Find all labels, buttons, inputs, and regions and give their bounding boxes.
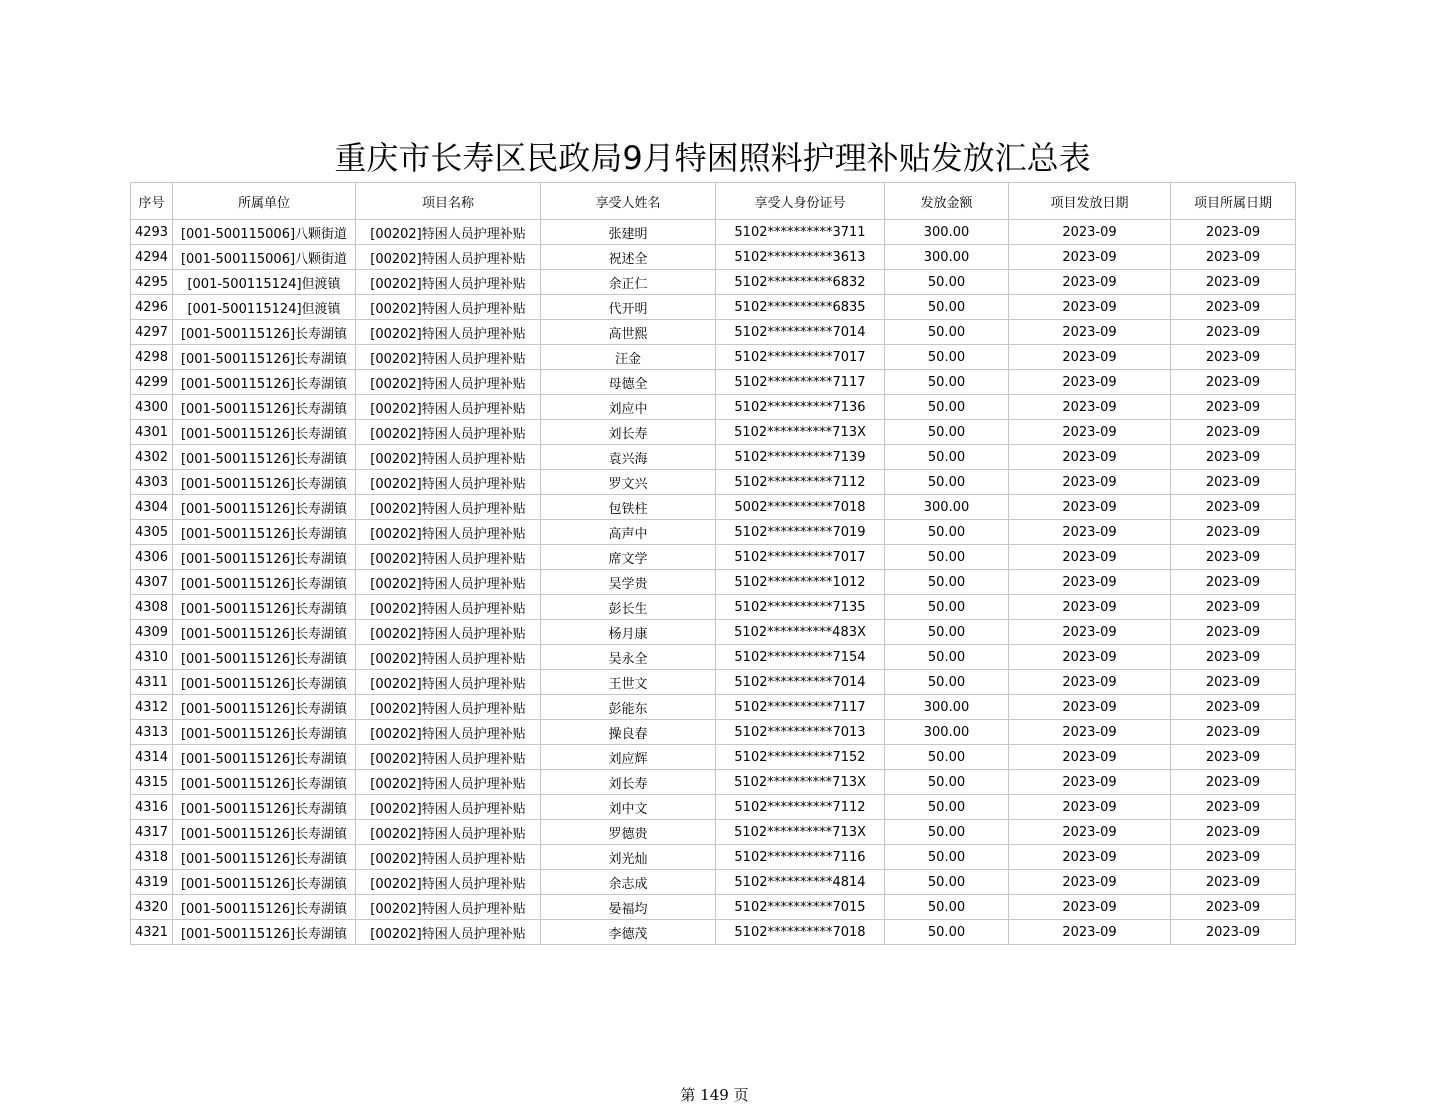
cell-id-number: 5102**********713X — [716, 770, 885, 795]
cell-issue-date: 2023-09 — [1009, 220, 1171, 245]
table-row — [131, 545, 1296, 570]
cell-unit: [001-500115126]长寿湖镇 — [173, 320, 356, 345]
cell-amount: 50.00 — [885, 845, 1009, 870]
cell-index: 4316 — [131, 795, 173, 820]
cell-unit: [001-500115126]长寿湖镇 — [173, 520, 356, 545]
cell-project: [00202]特困人员护理补贴 — [356, 495, 541, 520]
cell-project: [00202]特困人员护理补贴 — [356, 920, 541, 945]
cell-index: 4301 — [131, 420, 173, 445]
cell-unit: [001-500115126]长寿湖镇 — [173, 720, 356, 745]
cell-project: [00202]特困人员护理补贴 — [356, 320, 541, 345]
cell-period-date: 2023-09 — [1171, 920, 1296, 945]
cell-recipient-name: 操良春 — [541, 720, 716, 745]
cell-issue-date: 2023-09 — [1009, 895, 1171, 920]
cell-unit: [001-500115126]长寿湖镇 — [173, 820, 356, 845]
cell-unit: [001-500115126]长寿湖镇 — [173, 770, 356, 795]
cell-project: [00202]特困人员护理补贴 — [356, 470, 541, 495]
cell-project: [00202]特困人员护理补贴 — [356, 395, 541, 420]
cell-issue-date: 2023-09 — [1009, 470, 1171, 495]
cell-index: 4318 — [131, 845, 173, 870]
cell-id-number: 5102**********7013 — [716, 720, 885, 745]
cell-unit: [001-500115006]八颗街道 — [173, 220, 356, 245]
cell-project: [00202]特困人员护理补贴 — [356, 270, 541, 295]
cell-project: [00202]特困人员护理补贴 — [356, 645, 541, 670]
cell-recipient-name: 刘应中 — [541, 395, 716, 420]
cell-period-date: 2023-09 — [1171, 470, 1296, 495]
cell-amount: 50.00 — [885, 470, 1009, 495]
cell-index: 4293 — [131, 220, 173, 245]
cell-issue-date: 2023-09 — [1009, 695, 1171, 720]
cell-id-number: 5102**********4814 — [716, 870, 885, 895]
cell-recipient-name: 张建明 — [541, 220, 716, 245]
cell-index: 4317 — [131, 820, 173, 845]
subsidy-table — [130, 182, 1296, 945]
cell-issue-date: 2023-09 — [1009, 570, 1171, 595]
cell-recipient-name: 罗德贵 — [541, 820, 716, 845]
cell-recipient-name: 罗文兴 — [541, 470, 716, 495]
cell-unit: [001-500115126]长寿湖镇 — [173, 345, 356, 370]
cell-period-date: 2023-09 — [1171, 795, 1296, 820]
cell-period-date: 2023-09 — [1171, 620, 1296, 645]
cell-id-number: 5102**********713X — [716, 420, 885, 445]
cell-period-date: 2023-09 — [1171, 820, 1296, 845]
cell-amount: 50.00 — [885, 920, 1009, 945]
cell-project: [00202]特困人员护理补贴 — [356, 620, 541, 645]
cell-period-date: 2023-09 — [1171, 770, 1296, 795]
cell-unit: [001-500115126]长寿湖镇 — [173, 370, 356, 395]
cell-amount: 50.00 — [885, 795, 1009, 820]
cell-unit: [001-500115126]长寿湖镇 — [173, 745, 356, 770]
cell-recipient-name: 彭长生 — [541, 595, 716, 620]
table-body — [131, 220, 1296, 945]
cell-project: [00202]特困人员护理补贴 — [356, 770, 541, 795]
cell-unit: [001-500115126]长寿湖镇 — [173, 545, 356, 570]
cell-amount: 300.00 — [885, 220, 1009, 245]
cell-index: 4296 — [131, 295, 173, 320]
table-row — [131, 245, 1296, 270]
cell-issue-date: 2023-09 — [1009, 620, 1171, 645]
cell-unit: [001-500115126]长寿湖镇 — [173, 895, 356, 920]
cell-recipient-name: 刘光灿 — [541, 845, 716, 870]
cell-issue-date: 2023-09 — [1009, 420, 1171, 445]
cell-amount: 50.00 — [885, 420, 1009, 445]
cell-unit: [001-500115124]但渡镇 — [173, 295, 356, 320]
cell-issue-date: 2023-09 — [1009, 745, 1171, 770]
cell-project: [00202]特困人员护理补贴 — [356, 295, 541, 320]
cell-period-date: 2023-09 — [1171, 870, 1296, 895]
cell-issue-date: 2023-09 — [1009, 520, 1171, 545]
cell-id-number: 5102**********7139 — [716, 445, 885, 470]
cell-id-number: 5102**********7112 — [716, 470, 885, 495]
cell-project: [00202]特困人员护理补贴 — [356, 570, 541, 595]
cell-project: [00202]特困人员护理补贴 — [356, 595, 541, 620]
cell-recipient-name: 祝述全 — [541, 245, 716, 270]
cell-issue-date: 2023-09 — [1009, 545, 1171, 570]
cell-index: 4297 — [131, 320, 173, 345]
cell-period-date: 2023-09 — [1171, 345, 1296, 370]
cell-project: [00202]特困人员护理补贴 — [356, 220, 541, 245]
table-row — [131, 670, 1296, 695]
page-number: 第 149 页 — [680, 1086, 749, 1104]
cell-amount: 50.00 — [885, 620, 1009, 645]
table-row — [131, 320, 1296, 345]
table-row — [131, 520, 1296, 545]
cell-period-date: 2023-09 — [1171, 520, 1296, 545]
cell-unit: [001-500115126]长寿湖镇 — [173, 595, 356, 620]
cell-recipient-name: 余志成 — [541, 870, 716, 895]
table-row — [131, 770, 1296, 795]
column-header-project: 项目名称 — [356, 183, 541, 220]
table-row — [131, 870, 1296, 895]
cell-id-number: 5102**********3711 — [716, 220, 885, 245]
cell-amount: 50.00 — [885, 445, 1009, 470]
cell-index: 4295 — [131, 270, 173, 295]
column-header-id-number: 享受人身份证号 — [716, 183, 885, 220]
cell-project: [00202]特困人员护理补贴 — [356, 870, 541, 895]
cell-recipient-name: 刘应辉 — [541, 745, 716, 770]
table-row — [131, 445, 1296, 470]
cell-period-date: 2023-09 — [1171, 895, 1296, 920]
cell-recipient-name: 袁兴海 — [541, 445, 716, 470]
cell-unit: [001-500115006]八颗街道 — [173, 245, 356, 270]
table-row — [131, 745, 1296, 770]
table-row — [131, 270, 1296, 295]
cell-unit: [001-500115124]但渡镇 — [173, 270, 356, 295]
cell-issue-date: 2023-09 — [1009, 395, 1171, 420]
cell-recipient-name: 王世文 — [541, 670, 716, 695]
cell-recipient-name: 汪金 — [541, 345, 716, 370]
cell-period-date: 2023-09 — [1171, 695, 1296, 720]
column-header-recipient-name: 享受人姓名 — [541, 183, 716, 220]
cell-index: 4308 — [131, 595, 173, 620]
cell-amount: 50.00 — [885, 570, 1009, 595]
cell-unit: [001-500115126]长寿湖镇 — [173, 395, 356, 420]
cell-unit: [001-500115126]长寿湖镇 — [173, 670, 356, 695]
cell-recipient-name: 刘长寿 — [541, 770, 716, 795]
cell-unit: [001-500115126]长寿湖镇 — [173, 445, 356, 470]
column-header-index: 序号 — [131, 183, 173, 220]
cell-amount: 50.00 — [885, 545, 1009, 570]
cell-project: [00202]特困人员护理补贴 — [356, 720, 541, 745]
cell-amount: 300.00 — [885, 720, 1009, 745]
cell-amount: 50.00 — [885, 820, 1009, 845]
cell-id-number: 5102**********6835 — [716, 295, 885, 320]
table-row — [131, 420, 1296, 445]
table-row — [131, 795, 1296, 820]
cell-period-date: 2023-09 — [1171, 245, 1296, 270]
cell-id-number: 5102**********7135 — [716, 595, 885, 620]
cell-index: 4321 — [131, 920, 173, 945]
cell-index: 4298 — [131, 345, 173, 370]
cell-project: [00202]特困人员护理补贴 — [356, 745, 541, 770]
cell-period-date: 2023-09 — [1171, 445, 1296, 470]
table-header-row — [131, 183, 1296, 220]
cell-amount: 300.00 — [885, 245, 1009, 270]
cell-recipient-name: 吴学贵 — [541, 570, 716, 595]
cell-id-number: 5102**********7014 — [716, 670, 885, 695]
cell-project: [00202]特困人员护理补贴 — [356, 845, 541, 870]
cell-recipient-name: 晏福均 — [541, 895, 716, 920]
cell-index: 4314 — [131, 745, 173, 770]
cell-index: 4303 — [131, 470, 173, 495]
cell-period-date: 2023-09 — [1171, 720, 1296, 745]
table-row — [131, 495, 1296, 520]
cell-id-number: 5102**********7015 — [716, 895, 885, 920]
table-row — [131, 695, 1296, 720]
table-row — [131, 820, 1296, 845]
cell-recipient-name: 代开明 — [541, 295, 716, 320]
cell-id-number: 5102**********483X — [716, 620, 885, 645]
cell-id-number: 5102**********713X — [716, 820, 885, 845]
cell-index: 4319 — [131, 870, 173, 895]
cell-index: 4302 — [131, 445, 173, 470]
cell-project: [00202]特困人员护理补贴 — [356, 545, 541, 570]
page-title: 重庆市长寿区民政局9月特困照料护理补贴发放汇总表 — [334, 139, 1091, 177]
table-row — [131, 220, 1296, 245]
cell-index: 4306 — [131, 545, 173, 570]
cell-id-number: 5102**********3613 — [716, 245, 885, 270]
cell-period-date: 2023-09 — [1171, 545, 1296, 570]
cell-project: [00202]特困人员护理补贴 — [356, 695, 541, 720]
cell-issue-date: 2023-09 — [1009, 270, 1171, 295]
cell-id-number: 5102**********7116 — [716, 845, 885, 870]
cell-id-number: 5102**********7152 — [716, 745, 885, 770]
table-row — [131, 920, 1296, 945]
cell-unit: [001-500115126]长寿湖镇 — [173, 870, 356, 895]
table-row — [131, 370, 1296, 395]
cell-unit: [001-500115126]长寿湖镇 — [173, 795, 356, 820]
cell-recipient-name: 杨月康 — [541, 620, 716, 645]
cell-recipient-name: 李德茂 — [541, 920, 716, 945]
cell-project: [00202]特困人员护理补贴 — [356, 895, 541, 920]
cell-unit: [001-500115126]长寿湖镇 — [173, 695, 356, 720]
table-row — [131, 345, 1296, 370]
cell-issue-date: 2023-09 — [1009, 870, 1171, 895]
cell-id-number: 5102**********7136 — [716, 395, 885, 420]
cell-id-number: 5102**********7117 — [716, 370, 885, 395]
cell-unit: [001-500115126]长寿湖镇 — [173, 570, 356, 595]
cell-recipient-name: 余正仁 — [541, 270, 716, 295]
cell-unit: [001-500115126]长寿湖镇 — [173, 845, 356, 870]
cell-id-number: 5102**********6832 — [716, 270, 885, 295]
cell-issue-date: 2023-09 — [1009, 845, 1171, 870]
cell-period-date: 2023-09 — [1171, 570, 1296, 595]
cell-unit: [001-500115126]长寿湖镇 — [173, 620, 356, 645]
cell-period-date: 2023-09 — [1171, 420, 1296, 445]
table-row — [131, 720, 1296, 745]
cell-project: [00202]特困人员护理补贴 — [356, 345, 541, 370]
cell-issue-date: 2023-09 — [1009, 795, 1171, 820]
cell-period-date: 2023-09 — [1171, 270, 1296, 295]
cell-issue-date: 2023-09 — [1009, 770, 1171, 795]
cell-amount: 50.00 — [885, 745, 1009, 770]
cell-recipient-name: 母德全 — [541, 370, 716, 395]
cell-id-number: 5102**********7014 — [716, 320, 885, 345]
cell-amount: 50.00 — [885, 670, 1009, 695]
cell-index: 4294 — [131, 245, 173, 270]
cell-amount: 50.00 — [885, 370, 1009, 395]
cell-index: 4304 — [131, 495, 173, 520]
column-header-period-date: 项目所属日期 — [1171, 183, 1296, 220]
cell-issue-date: 2023-09 — [1009, 595, 1171, 620]
cell-id-number: 5002**********7018 — [716, 495, 885, 520]
cell-issue-date: 2023-09 — [1009, 720, 1171, 745]
cell-issue-date: 2023-09 — [1009, 445, 1171, 470]
cell-amount: 300.00 — [885, 695, 1009, 720]
cell-index: 4300 — [131, 395, 173, 420]
cell-index: 4313 — [131, 720, 173, 745]
cell-recipient-name: 席文学 — [541, 545, 716, 570]
cell-id-number: 5102**********7154 — [716, 645, 885, 670]
cell-amount: 50.00 — [885, 595, 1009, 620]
cell-period-date: 2023-09 — [1171, 670, 1296, 695]
cell-unit: [001-500115126]长寿湖镇 — [173, 420, 356, 445]
cell-issue-date: 2023-09 — [1009, 245, 1171, 270]
cell-issue-date: 2023-09 — [1009, 920, 1171, 945]
table-row — [131, 895, 1296, 920]
cell-amount: 50.00 — [885, 270, 1009, 295]
cell-amount: 50.00 — [885, 895, 1009, 920]
cell-project: [00202]特困人员护理补贴 — [356, 445, 541, 470]
cell-project: [00202]特困人员护理补贴 — [356, 795, 541, 820]
cell-period-date: 2023-09 — [1171, 370, 1296, 395]
cell-index: 4309 — [131, 620, 173, 645]
cell-recipient-name: 彭能东 — [541, 695, 716, 720]
cell-index: 4310 — [131, 645, 173, 670]
cell-id-number: 5102**********7018 — [716, 920, 885, 945]
cell-project: [00202]特困人员护理补贴 — [356, 420, 541, 445]
cell-period-date: 2023-09 — [1171, 845, 1296, 870]
cell-amount: 50.00 — [885, 645, 1009, 670]
cell-unit: [001-500115126]长寿湖镇 — [173, 495, 356, 520]
table-row — [131, 570, 1296, 595]
cell-project: [00202]特困人员护理补贴 — [356, 820, 541, 845]
cell-index: 4307 — [131, 570, 173, 595]
cell-period-date: 2023-09 — [1171, 295, 1296, 320]
cell-recipient-name: 包铁柱 — [541, 495, 716, 520]
cell-project: [00202]特困人员护理补贴 — [356, 370, 541, 395]
cell-index: 4311 — [131, 670, 173, 695]
table-row — [131, 645, 1296, 670]
cell-unit: [001-500115126]长寿湖镇 — [173, 645, 356, 670]
table-row — [131, 620, 1296, 645]
column-header-amount: 发放金额 — [885, 183, 1009, 220]
cell-project: [00202]特困人员护理补贴 — [356, 670, 541, 695]
cell-recipient-name: 刘长寿 — [541, 420, 716, 445]
table-row — [131, 395, 1296, 420]
table-row — [131, 470, 1296, 495]
cell-period-date: 2023-09 — [1171, 220, 1296, 245]
cell-amount: 300.00 — [885, 495, 1009, 520]
cell-issue-date: 2023-09 — [1009, 670, 1171, 695]
cell-issue-date: 2023-09 — [1009, 820, 1171, 845]
table-row — [131, 845, 1296, 870]
table-row — [131, 295, 1296, 320]
cell-unit: [001-500115126]长寿湖镇 — [173, 470, 356, 495]
cell-index: 4299 — [131, 370, 173, 395]
cell-issue-date: 2023-09 — [1009, 370, 1171, 395]
cell-issue-date: 2023-09 — [1009, 645, 1171, 670]
cell-id-number: 5102**********7117 — [716, 695, 885, 720]
cell-recipient-name: 高世熙 — [541, 320, 716, 345]
cell-period-date: 2023-09 — [1171, 645, 1296, 670]
cell-id-number: 5102**********7017 — [716, 545, 885, 570]
cell-amount: 50.00 — [885, 520, 1009, 545]
table-row — [131, 595, 1296, 620]
cell-period-date: 2023-09 — [1171, 745, 1296, 770]
cell-amount: 50.00 — [885, 295, 1009, 320]
column-header-issue-date: 项目发放日期 — [1009, 183, 1171, 220]
cell-project: [00202]特困人员护理补贴 — [356, 520, 541, 545]
cell-recipient-name: 刘中文 — [541, 795, 716, 820]
cell-id-number: 5102**********7019 — [716, 520, 885, 545]
cell-period-date: 2023-09 — [1171, 495, 1296, 520]
cell-recipient-name: 吴永全 — [541, 645, 716, 670]
cell-index: 4315 — [131, 770, 173, 795]
cell-amount: 50.00 — [885, 320, 1009, 345]
column-header-unit: 所属单位 — [173, 183, 356, 220]
cell-issue-date: 2023-09 — [1009, 345, 1171, 370]
cell-issue-date: 2023-09 — [1009, 295, 1171, 320]
cell-amount: 50.00 — [885, 345, 1009, 370]
cell-issue-date: 2023-09 — [1009, 320, 1171, 345]
cell-project: [00202]特困人员护理补贴 — [356, 245, 541, 270]
cell-period-date: 2023-09 — [1171, 395, 1296, 420]
cell-id-number: 5102**********1012 — [716, 570, 885, 595]
cell-unit: [001-500115126]长寿湖镇 — [173, 920, 356, 945]
cell-period-date: 2023-09 — [1171, 595, 1296, 620]
cell-id-number: 5102**********7112 — [716, 795, 885, 820]
cell-amount: 50.00 — [885, 395, 1009, 420]
cell-amount: 50.00 — [885, 870, 1009, 895]
cell-index: 4305 — [131, 520, 173, 545]
cell-recipient-name: 高声中 — [541, 520, 716, 545]
cell-issue-date: 2023-09 — [1009, 495, 1171, 520]
cell-index: 4312 — [131, 695, 173, 720]
cell-id-number: 5102**********7017 — [716, 345, 885, 370]
cell-index: 4320 — [131, 895, 173, 920]
cell-period-date: 2023-09 — [1171, 320, 1296, 345]
cell-amount: 50.00 — [885, 770, 1009, 795]
